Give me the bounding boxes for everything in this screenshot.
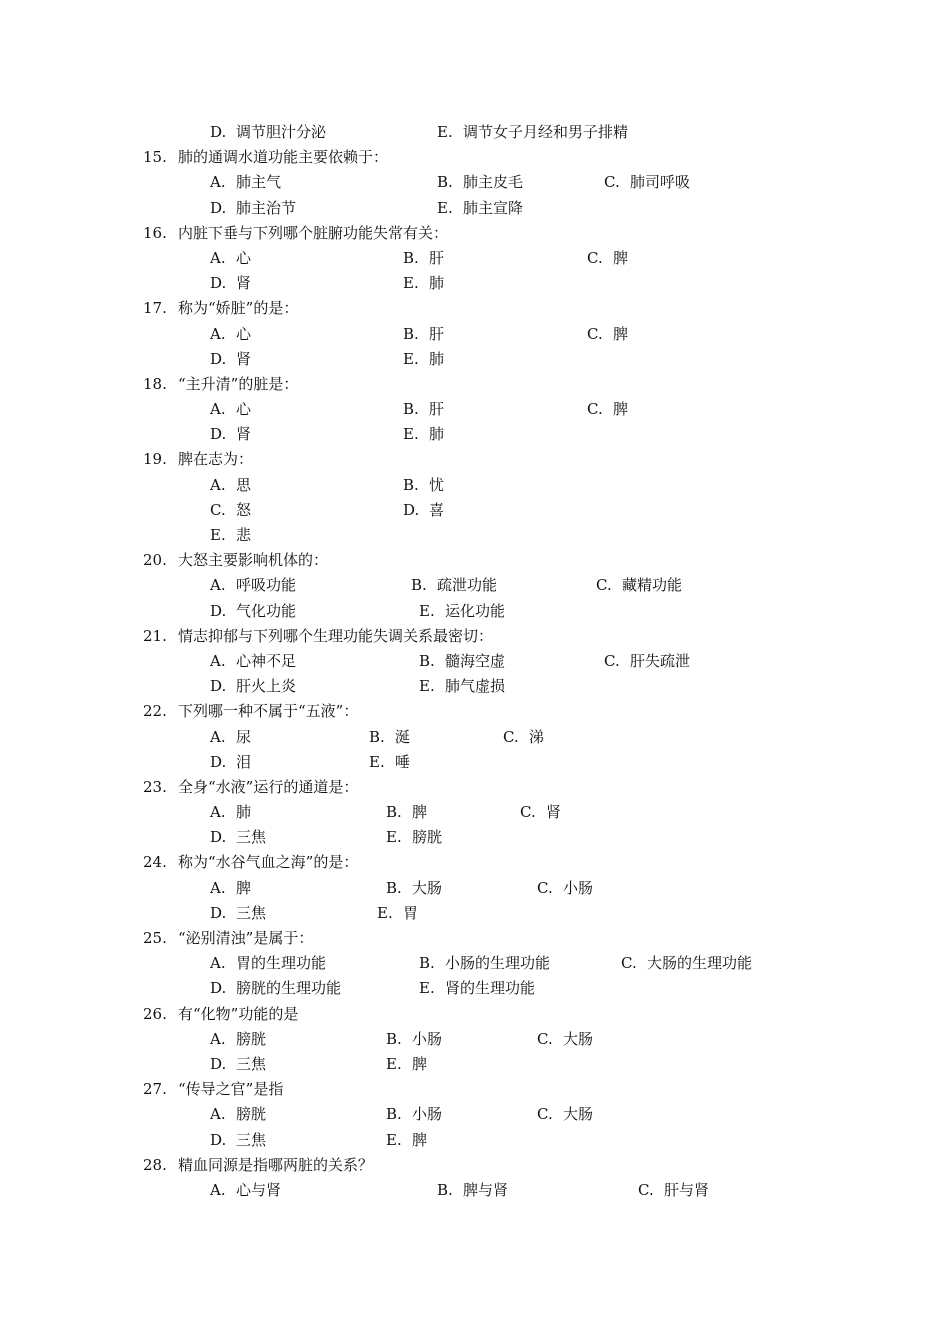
option-letter: D. <box>210 677 227 696</box>
question-number: 27. <box>143 1080 167 1099</box>
option-letter: E. <box>403 425 419 444</box>
option-letter: B. <box>437 173 453 192</box>
option-text: 肺主宣降 <box>463 198 524 217</box>
answer-option <box>537 1102 593 1127</box>
options-line <box>0 473 950 498</box>
option-text: 脾与肾 <box>463 1180 509 1199</box>
answer-option <box>403 473 444 498</box>
answer-option <box>210 825 266 850</box>
question-number: 28. <box>143 1155 167 1174</box>
question-line <box>0 1002 950 1027</box>
option-text: 呼吸功能 <box>236 576 297 595</box>
option-letter: A. <box>210 248 226 267</box>
option-letter: C. <box>621 954 637 973</box>
options-line <box>0 573 950 598</box>
answer-option <box>210 422 251 447</box>
question-text: “主升清”的脏是： <box>178 374 299 393</box>
option-letter: A. <box>210 324 226 343</box>
option-text: 脾 <box>412 1130 428 1149</box>
answer-option <box>604 649 690 674</box>
option-text: 肝失疏泄 <box>630 651 691 670</box>
option-text: 气化功能 <box>236 601 297 620</box>
answer-option <box>210 1178 281 1203</box>
options-line <box>0 976 950 1001</box>
answer-option <box>419 599 505 624</box>
option-letter: C. <box>638 1180 654 1199</box>
answer-option <box>210 951 326 976</box>
question-text: “传导之官”是指 <box>178 1080 284 1099</box>
option-text: 小肠 <box>412 1029 443 1048</box>
option-letter: A. <box>210 1029 226 1048</box>
question-line <box>0 775 950 800</box>
answer-option <box>386 1128 427 1153</box>
answer-option <box>537 876 593 901</box>
answer-option <box>210 196 296 221</box>
answer-option <box>210 901 266 926</box>
option-letter: B. <box>403 400 419 419</box>
answer-option <box>604 170 690 195</box>
option-letter: C. <box>587 248 603 267</box>
option-text: 胃 <box>403 903 419 922</box>
options-line <box>0 120 950 145</box>
option-text: 调节女子月经和男子排精 <box>463 123 629 141</box>
answer-option <box>403 397 444 422</box>
option-text: 心 <box>236 248 252 267</box>
option-text: 小肠 <box>563 878 594 897</box>
question-number: 21. <box>143 626 167 645</box>
option-text: 肝 <box>429 400 445 419</box>
answer-option <box>437 1178 508 1203</box>
option-text: 肝与肾 <box>664 1180 710 1199</box>
option-letter: E. <box>386 1054 402 1073</box>
option-letter: B. <box>403 248 419 267</box>
option-text: 藏精功能 <box>622 576 683 595</box>
answer-option <box>403 422 444 447</box>
answer-option <box>210 498 251 523</box>
option-text: 心与肾 <box>236 1180 282 1199</box>
option-text: 三焦 <box>236 1054 267 1073</box>
question-text: 称为“水谷气血之海”的是： <box>178 853 359 872</box>
question-number: 23. <box>143 777 167 796</box>
option-text: 思 <box>236 475 252 494</box>
answer-option <box>210 674 296 699</box>
option-letter: E. <box>437 198 453 217</box>
option-text: 脾 <box>412 803 428 822</box>
option-text: 肺司呼吸 <box>630 173 691 192</box>
option-letter: E. <box>403 274 419 293</box>
option-letter: A. <box>210 400 226 419</box>
option-letter: B. <box>386 1029 402 1048</box>
answer-option <box>210 573 296 598</box>
question-number: 24. <box>143 853 167 872</box>
answer-option <box>587 397 628 422</box>
answer-option <box>210 397 251 422</box>
option-text: 怒 <box>236 500 252 519</box>
option-letter: A. <box>210 1180 226 1199</box>
option-letter: A. <box>210 576 226 595</box>
option-text: 大肠 <box>563 1029 594 1048</box>
option-text: 肺主治节 <box>236 198 297 217</box>
options-line <box>0 649 950 674</box>
option-letter: A. <box>210 651 226 670</box>
option-letter: B. <box>411 576 427 595</box>
option-text: 唾 <box>395 752 411 771</box>
option-letter: C. <box>503 727 519 746</box>
option-letter: B. <box>369 727 385 746</box>
option-text: 肺 <box>429 425 445 444</box>
question-text: 有“化物”功能的是 <box>178 1004 299 1023</box>
option-letter: B. <box>386 1105 402 1124</box>
question-line <box>0 926 950 951</box>
option-letter: C. <box>596 576 612 595</box>
option-text: 小肠 <box>412 1105 443 1124</box>
answer-option <box>210 120 326 145</box>
answer-option <box>369 750 410 775</box>
option-letter: D. <box>210 1130 227 1149</box>
option-text: 大肠 <box>563 1105 594 1124</box>
answer-option <box>386 800 427 825</box>
option-letter: E. <box>419 601 435 620</box>
option-text: 肝 <box>429 248 445 267</box>
option-letter: C. <box>520 803 536 822</box>
option-letter: C. <box>537 878 553 897</box>
options-line <box>0 196 950 221</box>
option-letter: B. <box>403 324 419 343</box>
question-text: 内脏下垂与下列哪个脏腑功能失常有关： <box>178 223 449 242</box>
option-letter: D. <box>210 425 227 444</box>
answer-option <box>386 876 442 901</box>
options-line <box>0 725 950 750</box>
question-line <box>0 699 950 724</box>
option-letter: C. <box>587 400 603 419</box>
option-letter: E. <box>377 903 393 922</box>
option-text: 喜 <box>429 500 445 519</box>
question-number: 18. <box>143 374 167 393</box>
question-line <box>0 1153 950 1178</box>
options-line <box>0 951 950 976</box>
option-letter: E. <box>386 828 402 847</box>
answer-option <box>386 1102 442 1127</box>
option-letter: B. <box>386 803 402 822</box>
answer-option <box>419 649 505 674</box>
question-text: 称为“娇脏”的是： <box>178 299 299 318</box>
options-line <box>0 523 950 548</box>
option-letter: C. <box>604 173 620 192</box>
answer-option <box>377 901 418 926</box>
options-line <box>0 1027 950 1052</box>
answer-option <box>210 1027 266 1052</box>
question-line <box>0 447 950 472</box>
options-line <box>0 901 950 926</box>
answer-option <box>503 725 544 750</box>
question-text: 大怒主要影响机体的： <box>178 551 329 570</box>
option-text: 脾 <box>613 324 629 343</box>
option-letter: B. <box>419 651 435 670</box>
answer-option <box>210 347 251 372</box>
option-text: 脾 <box>613 248 629 267</box>
options-line <box>0 422 950 447</box>
option-letter: A. <box>210 954 226 973</box>
option-text: 肾 <box>236 274 252 293</box>
answer-option <box>210 473 251 498</box>
option-letter: E. <box>403 349 419 368</box>
answer-option <box>419 674 505 699</box>
option-text: 大肠的生理功能 <box>647 954 753 973</box>
answer-option <box>210 876 251 901</box>
answer-option <box>210 725 251 750</box>
answer-option <box>403 271 444 296</box>
answer-option <box>419 976 535 1001</box>
option-text: 肾 <box>236 425 252 444</box>
answer-option <box>596 573 682 598</box>
option-text: 膀胱的生理功能 <box>236 979 342 998</box>
options-line <box>0 397 950 422</box>
options-line <box>0 825 950 850</box>
answer-option <box>437 196 523 221</box>
answer-option <box>403 246 444 271</box>
question-number: 25. <box>143 929 167 947</box>
answer-option <box>403 498 444 523</box>
options-line <box>0 876 950 901</box>
answer-option <box>369 725 410 750</box>
answer-option <box>210 649 296 674</box>
option-text: 心 <box>236 324 252 343</box>
option-letter: E. <box>369 752 385 771</box>
answer-option <box>210 1052 266 1077</box>
option-letter: C. <box>210 500 226 519</box>
option-letter: A. <box>210 878 226 897</box>
question-number: 20. <box>143 551 167 570</box>
question-line <box>0 372 950 397</box>
question-text: 肺的通调水道功能主要依赖于： <box>178 148 389 167</box>
answer-option <box>419 951 550 976</box>
option-letter: D. <box>210 123 227 141</box>
option-letter: A. <box>210 475 226 494</box>
option-letter: B. <box>437 1180 453 1199</box>
answer-option <box>210 1102 266 1127</box>
question-line <box>0 850 950 875</box>
option-text: 运化功能 <box>445 601 506 620</box>
answer-option <box>210 976 341 1001</box>
option-text: 调节胆汁分泌 <box>236 123 327 141</box>
options-line <box>0 246 950 271</box>
option-letter: A. <box>210 1105 226 1124</box>
option-letter: C. <box>587 324 603 343</box>
answer-option <box>437 170 523 195</box>
question-number: 16. <box>143 223 167 242</box>
options-line <box>0 800 950 825</box>
options-line <box>0 750 950 775</box>
option-text: 肺气虚损 <box>445 677 506 696</box>
option-text: 脾 <box>412 1054 428 1073</box>
answer-option <box>386 1052 427 1077</box>
option-text: 脾 <box>613 400 629 419</box>
option-text: 小肠的生理功能 <box>445 954 551 973</box>
answer-option <box>520 800 561 825</box>
option-letter: D. <box>210 1054 227 1073</box>
option-text: 大肠 <box>412 878 443 897</box>
answer-option <box>210 271 251 296</box>
options-line <box>0 170 950 195</box>
question-line <box>0 221 950 246</box>
question-line <box>0 145 950 170</box>
answer-option <box>437 120 628 145</box>
options-line <box>0 271 950 296</box>
question-text: 下列哪一种不属于“五液”： <box>178 702 359 721</box>
answer-option <box>537 1027 593 1052</box>
option-letter: D. <box>210 349 227 368</box>
option-letter: E. <box>210 526 226 544</box>
option-letter: E. <box>437 123 453 141</box>
option-text: 三焦 <box>236 903 267 922</box>
question-text: 情志抑郁与下列哪个生理功能失调关系最密切： <box>178 626 494 645</box>
option-text: 膀胱 <box>412 828 443 847</box>
option-letter: A. <box>210 803 226 822</box>
answer-option <box>386 1027 442 1052</box>
answer-option <box>638 1178 709 1203</box>
options-line <box>0 599 950 624</box>
answer-option <box>411 573 497 598</box>
question-number: 22. <box>143 702 167 721</box>
answer-option <box>210 599 296 624</box>
option-text: 肝 <box>429 324 445 343</box>
options-line <box>0 1052 950 1077</box>
option-text: 肾 <box>236 349 252 368</box>
answer-option <box>621 951 752 976</box>
question-line <box>0 624 950 649</box>
option-letter: E. <box>419 979 435 998</box>
option-text: 脾 <box>236 878 252 897</box>
option-text: 肺主气 <box>236 173 282 192</box>
options-line <box>0 322 950 347</box>
option-text: 尿 <box>236 727 252 746</box>
answer-option <box>403 322 444 347</box>
option-text: 三焦 <box>236 828 267 847</box>
option-letter: C. <box>537 1029 553 1048</box>
option-text: 髓海空虚 <box>445 651 506 670</box>
option-text: 肺 <box>429 349 445 368</box>
option-text: 肺 <box>236 803 252 822</box>
option-text: 涎 <box>395 727 411 746</box>
option-text: 肺主皮毛 <box>463 173 524 192</box>
option-text: 肾 <box>546 803 562 822</box>
option-letter: B. <box>403 475 419 494</box>
option-text: 膀胱 <box>236 1029 267 1048</box>
options-line <box>0 1178 950 1203</box>
question-number: 17. <box>143 299 167 318</box>
question-number: 26. <box>143 1004 167 1023</box>
option-text: 心神不足 <box>236 651 297 670</box>
options-line <box>0 1102 950 1127</box>
options-line <box>0 1128 950 1153</box>
answer-option <box>210 1128 266 1153</box>
options-line <box>0 674 950 699</box>
option-letter: E. <box>419 677 435 696</box>
option-letter: D. <box>210 828 227 847</box>
answer-option <box>386 825 442 850</box>
option-text: 疏泄功能 <box>437 576 498 595</box>
option-text: 膀胱 <box>236 1105 267 1124</box>
answer-option <box>210 246 251 271</box>
option-letter: D. <box>210 979 227 998</box>
question-text: 全身“水液”运行的通道是： <box>178 777 359 796</box>
option-text: 肺 <box>429 274 445 293</box>
option-text: 肾的生理功能 <box>445 979 536 998</box>
options-line <box>0 498 950 523</box>
answer-option <box>587 246 628 271</box>
option-letter: C. <box>604 651 620 670</box>
option-text: 三焦 <box>236 1130 267 1149</box>
option-letter: A. <box>210 173 226 192</box>
option-text: 泪 <box>236 752 252 771</box>
answer-option <box>403 347 444 372</box>
option-text: 心 <box>236 400 252 419</box>
question-text: “泌别清浊”是属于： <box>178 929 314 947</box>
option-letter: B. <box>419 954 435 973</box>
option-text: 涕 <box>529 727 545 746</box>
answer-option <box>587 322 628 347</box>
question-text: 脾在志为： <box>178 450 254 469</box>
option-letter: E. <box>386 1130 402 1149</box>
options-line <box>0 347 950 372</box>
option-letter: D. <box>210 601 227 620</box>
answer-option <box>210 750 251 775</box>
option-letter: D. <box>210 903 227 922</box>
option-letter: A. <box>210 727 226 746</box>
option-letter: D. <box>403 500 420 519</box>
question-number: 15. <box>143 148 167 167</box>
option-letter: D. <box>210 274 227 293</box>
question-number: 19. <box>143 450 167 469</box>
option-letter: D. <box>210 198 227 217</box>
answer-option <box>210 800 251 825</box>
question-line <box>0 548 950 573</box>
answer-option <box>210 322 251 347</box>
option-text: 胃的生理功能 <box>236 954 327 973</box>
option-text: 肝火上炎 <box>236 677 297 696</box>
option-letter: B. <box>386 878 402 897</box>
option-letter: D. <box>210 752 227 771</box>
question-text: 精血同源是指哪两脏的关系？ <box>178 1155 374 1174</box>
option-text: 忧 <box>429 475 445 494</box>
option-text: 悲 <box>236 526 252 544</box>
option-letter: C. <box>537 1105 553 1124</box>
answer-option <box>210 523 251 548</box>
answer-option <box>210 170 281 195</box>
question-line <box>0 296 950 321</box>
question-line <box>0 1077 950 1102</box>
